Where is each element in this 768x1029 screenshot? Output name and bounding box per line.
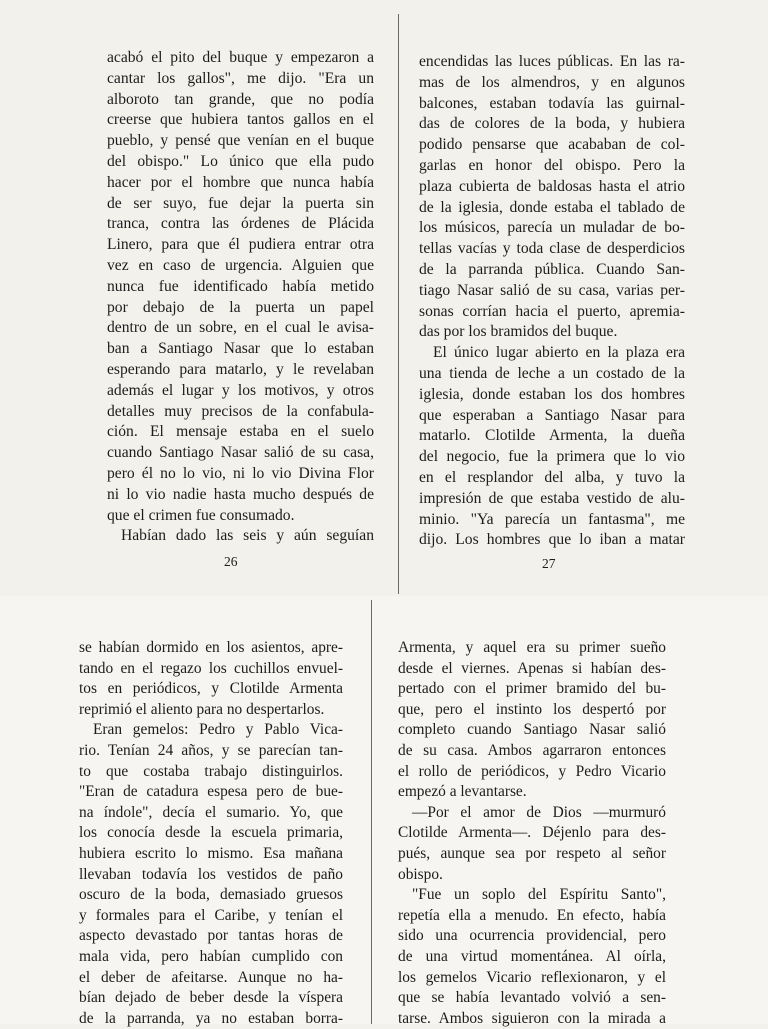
text-line: iglesia, donde estaban los dos hombres: [419, 385, 685, 403]
text-line: to que costaba trabajo distinguirlos.: [79, 762, 343, 780]
text-line: reprimió el aliento para no despertarlos.: [79, 700, 325, 718]
page-28-text: [79, 638, 343, 1029]
text-line: y formales para el Caribe, y tenían el: [79, 906, 343, 924]
text-line: de su casa. Ambos agarraron entonces: [398, 741, 666, 759]
text-line: nunca fue identificado había metido: [107, 277, 374, 295]
text-line: dijo. Los hombres que lo iban a matar: [419, 531, 685, 549]
text-line: mala vida, pero habían cumplido con: [79, 947, 343, 965]
text-line: aspecto devastado por tantas horas de: [79, 927, 343, 945]
text-line: de una virtud momentánea. Al oírla,: [398, 947, 666, 965]
page-26-text: [107, 48, 374, 547]
text-line: "Eran de catadura espesa pero de bue-: [79, 783, 343, 801]
text-line: vez en caso de urgencia. Alguien que: [107, 256, 374, 274]
text-line: además el lugar y los motivos, y otros: [107, 381, 374, 399]
text-line: acabó el pito del buque y empezaron a: [107, 49, 374, 66]
text-line: creerse que hubiera tantos gallos en el: [107, 111, 374, 129]
text-line: cuando Santiago Nasar salió de su casa,: [107, 444, 374, 462]
text-line: das por los bramidos del buque.: [419, 323, 618, 341]
text-line: el rollo de periódicos, y Pedro Vicario: [398, 762, 666, 780]
text-line: llevaban todavía los vestidos de paño: [79, 865, 343, 883]
text-line: das de colores de la boda, y hubiera: [419, 115, 685, 133]
text-line: de la parranda, ya no estaban borra-: [79, 1009, 343, 1027]
text-line: na índole", decía el sumario. Yo, que: [79, 803, 343, 821]
text-line: sonas corrían hacia el puerto, apremia-: [419, 302, 685, 320]
text-line: tos en periódicos, y Clotilde Armenta: [79, 680, 343, 698]
text-line: tarse. Ambos siguieron con la mirada a: [398, 1009, 666, 1027]
text-line: "Fue un soplo del Espíritu Santo",: [412, 886, 666, 904]
text-line: que se había levantado volvió a sen-: [398, 989, 666, 1007]
page-number-26: 26: [224, 554, 238, 569]
text-line: se habían dormido en los asientos, apre-: [79, 639, 343, 656]
text-line: pués, aunque sea por respeto al señor: [398, 844, 666, 862]
text-line: tando en el regazo los cuchillos envuel-: [79, 659, 343, 677]
text-line: los músicos, parecía un muladar de bo-: [419, 219, 685, 237]
text-line: minio. "Ya parecía un fantasma", me: [419, 510, 685, 528]
text-line: pertado con el primer bramido del bu-: [398, 680, 666, 698]
text-line: de la parranda pública. Cuando San-: [419, 260, 685, 278]
text-line: los gemelos Vicario reflexionaron, y el: [398, 968, 666, 986]
text-line: tiago Nasar salió de su casa, varias per-: [419, 281, 685, 299]
text-line: de ser suyo, fue dejar la puerta sin: [107, 194, 374, 212]
text-line: que esperaban a Santiago Nasar para: [419, 406, 685, 424]
text-line: tellas vacías y toda clase de desperdicios: [419, 240, 685, 258]
page-27-text: [419, 52, 685, 551]
text-line: repetía ella a menudo. En efecto, había: [398, 906, 666, 924]
text-line: Clotilde Armenta—. Déjenlo para des-: [398, 824, 666, 842]
text-line: podido pensarse que acababan de col-: [419, 136, 685, 154]
text-line: —Por el amor de Dios —murmuró: [412, 803, 666, 821]
text-line: matarlo. Clotilde Armenta, la dueña: [419, 427, 685, 445]
page-number-27: 27: [542, 556, 556, 571]
text-line: pero él no lo vio, ni lo vio Divina Flor: [107, 464, 374, 482]
text-line: oscuro de la boda, demasiado gruesos: [79, 886, 343, 904]
text-line: sido una ocurrencia providencial, pero: [398, 927, 666, 945]
text-line: del negocio, fue la primera que lo vio: [419, 448, 685, 466]
text-line: que el crimen fue consumado.: [107, 506, 295, 524]
text-line: por debajo de la puerta un papel: [107, 298, 374, 316]
text-line: bían dejado de beber desde la víspera: [79, 989, 343, 1007]
text-line: que, pero el instinto los despertó por: [398, 700, 666, 718]
text-line: los conocía desde la escuela primaria,: [79, 824, 343, 842]
text-line: obispo.: [398, 865, 443, 883]
text-line: de la iglesia, donde estaba el tablado de: [419, 198, 685, 216]
text-line: detalles muy precisos de la confabula-: [107, 402, 374, 420]
text-line: en el resplandor del alba, y tuvo la: [419, 468, 685, 486]
page-29-text: [398, 638, 666, 1029]
text-line: Habían dado las seis y aún seguían: [121, 527, 374, 545]
text-line: tranca, contra las órdenes de Plácida: [107, 215, 374, 233]
text-line: Linero, para que él pudiera entrar otra: [107, 236, 374, 254]
text-line: garlas en honor del obispo. Pero la: [419, 156, 685, 174]
text-line: plaza cubierta de baldosas hasta el atrio: [419, 177, 685, 195]
text-line: ni lo vio nadie hasta mucho después de: [107, 485, 374, 503]
text-line: una tienda de leche a un costado de la: [419, 364, 685, 382]
text-line: impresión de que estaba vestido de alu-: [419, 489, 685, 507]
text-line: ción. El mensaje estaba en el suelo: [107, 423, 374, 441]
text-line: cantar los gallos", me dijo. "Era un: [107, 69, 374, 87]
text-line: Eran gemelos: Pedro y Pablo Vica-: [93, 721, 343, 739]
text-line: balcones, estaban todavía las guirnal-: [419, 94, 685, 112]
text-line: completo cuando Santiago Nasar salió: [398, 721, 666, 739]
text-line: pueblo, y pensé que venían en el buque: [107, 132, 374, 150]
text-line: empezó a levantarse.: [398, 783, 527, 801]
text-line: desde el viernes. Apenas si habían des-: [398, 659, 666, 677]
text-line: esperando para matarlo, y le revelaban: [107, 360, 374, 378]
text-line: encendidas las luces públicas. En las ra-: [419, 53, 685, 70]
text-line: el deber de afeitarse. Aunque no ha-: [79, 968, 343, 986]
text-line: del obispo." Lo único que ella pudo: [107, 152, 374, 170]
text-line: mas de los almendros, y en algunos: [419, 73, 685, 91]
text-line: dentro de un sobre, en el cual le avisa-: [107, 319, 374, 337]
book-gutter: [398, 14, 399, 594]
text-line: El único lugar abierto en la plaza era: [433, 344, 685, 362]
text-line: alboroto tan grande, que no podía: [107, 90, 374, 108]
text-line: hubiera escrito lo mismo. Esa mañana: [79, 844, 343, 862]
book-gutter: [371, 600, 372, 1024]
text-line: Armenta, y aquel era su primer sueño: [398, 639, 666, 656]
text-line: rio. Tenían 24 años, y se parecían tan-: [79, 741, 343, 759]
text-line: ban a Santiago Nasar que lo estaban: [107, 340, 374, 358]
text-line: hacer por el hombre que nunca había: [107, 173, 374, 191]
